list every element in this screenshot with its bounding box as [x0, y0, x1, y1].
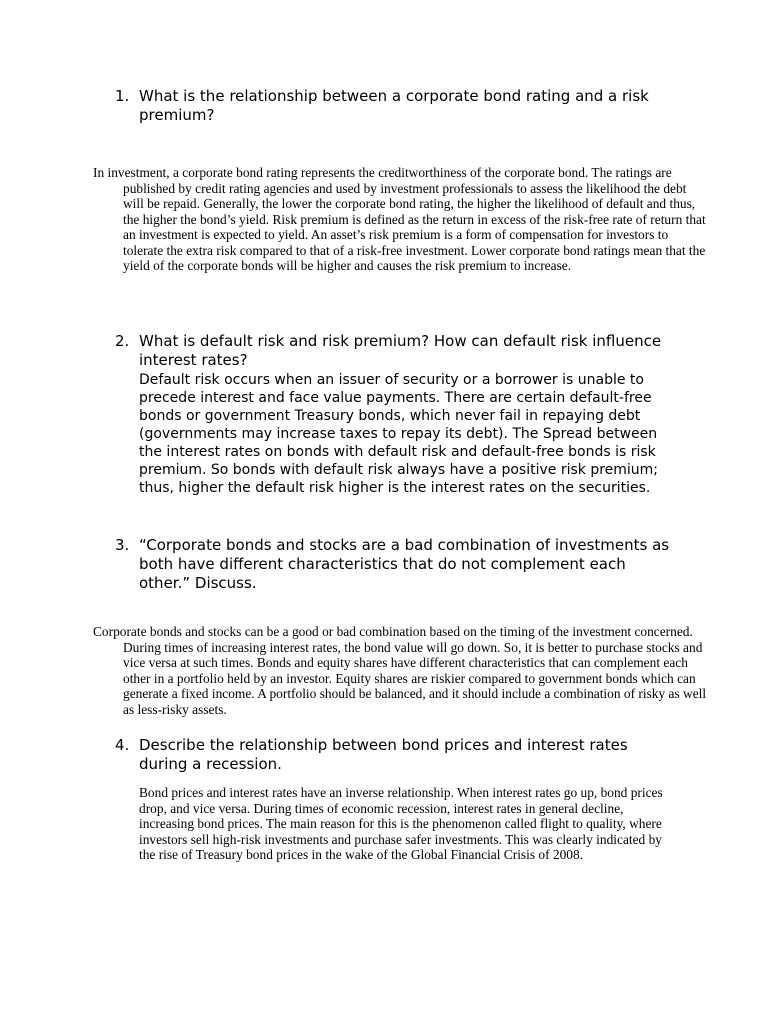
- question-4-text: Describe the relationship between bond prices and interest rates during a recession.: [139, 736, 628, 773]
- question-4: [115, 736, 675, 774]
- question-2-text: What is default risk and risk premium? How can default risk influence interest rates?: [139, 332, 662, 369]
- question-2-number: 2.: [115, 332, 130, 350]
- answer-4: Bond prices and interest rates have an inverse relationship. When interest rates go up, bond prices drop, and vice versa. During times of economic recession, interest rates in general decline, increasing bond prices. The main reason for this is the phenomenon called flight to quality, where investors sell high-risk investments and purchase safer investments. This was clearly indicated by the rise of Treasury bond prices in the wake of the Global Financial Crisis of 2008.: [139, 785, 663, 862]
- question-3-text: “Corporate bonds and stocks are a bad combination of investments as both have different characteristics that do not complement each other.” Discuss.: [139, 536, 670, 592]
- question-1-number: 1.: [115, 87, 130, 105]
- answer-1: In investment, a corporate bond rating represents the creditworthiness of the corporate bond. The ratings are published by credit rating agencies and used by investment professionals to assess the likelihood the debt will be repaid. Generally, the lower the corporate bond rating, the higher the likelihood of default and thus, the higher the bond’s yield. Risk premium is defined as the return in excess of the risk-free rate of return that an investment is expected to yield. An asset’s risk premium is a form of compensation for investors to tolerate the extra risk compared to that of a risk-free investment. Lower corporate bond ratings mean that the yield of the corporate bonds will be higher and causes the risk premium to increase.: [93, 165, 706, 273]
- question-1: [115, 87, 675, 125]
- question-3: [115, 536, 675, 593]
- question-2: [115, 332, 675, 497]
- answer-3: Corporate bonds and stocks can be a good or bad combination based on the timing of the investment concerned. During times of increasing interest rates, the bond value will go down. So, it is better to purchase stocks and vice versa at such times. Bonds and equity shares have different characteristics that can complement each other in a portfolio held by an investor. Equity shares are riskier compared to government bonds which can generate a fixed income. A portfolio should be balanced, and it should include a combination of risky as well as less-risky assets.: [93, 624, 707, 717]
- answer-2: Default risk occurs when an issuer of security or a borrower is unable to precede interest and face value payments. There are certain default-free bonds or government Treasury bonds, which never fail in repaying debt (governments may increase taxes to repay its debt). The Spread between the interest rates on bonds with default risk and default-free bonds is risk premium. So bonds with default risk always have a positive risk premium; thus, higher the default risk higher is the interest rates on the securities.: [139, 372, 659, 496]
- question-4-number: 4.: [115, 736, 130, 754]
- question-1-text: What is the relationship between a corporate bond rating and a risk premium?: [139, 87, 649, 124]
- question-3-number: 3.: [115, 536, 130, 554]
